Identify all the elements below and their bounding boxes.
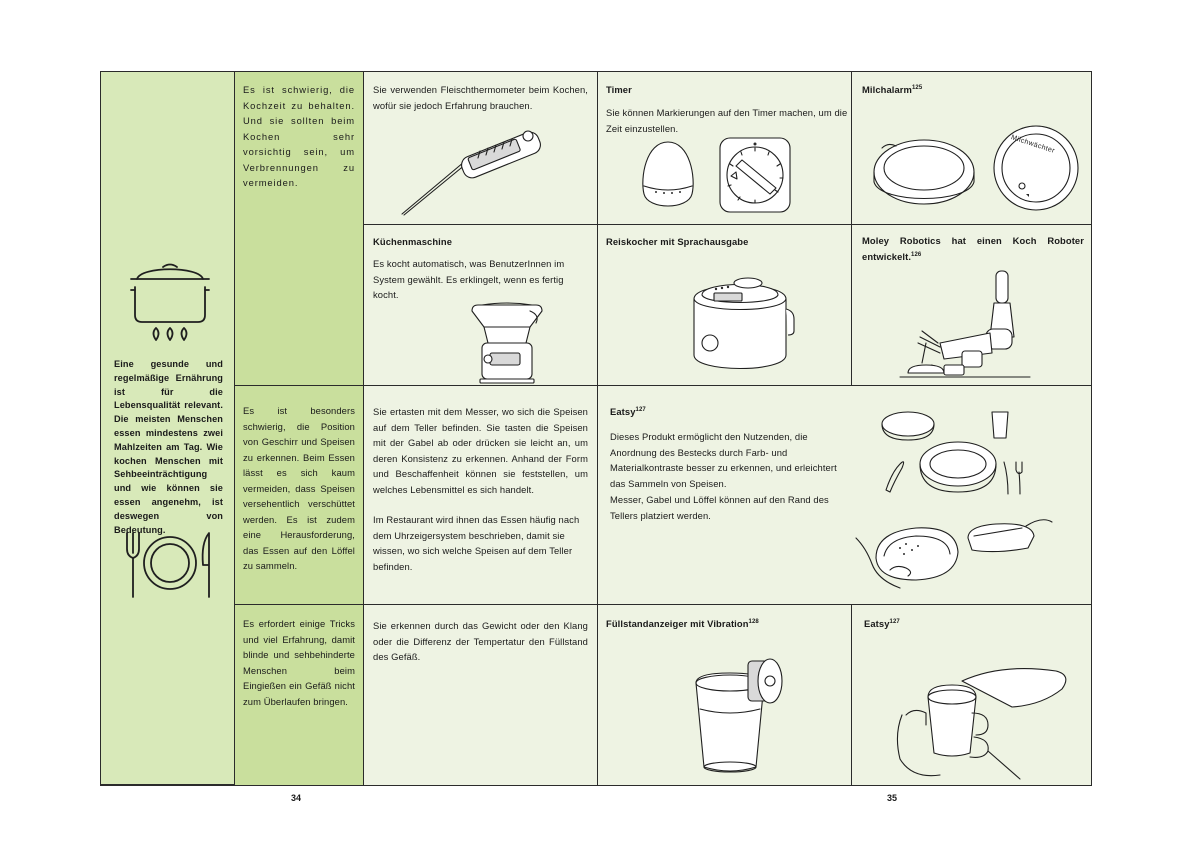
eatsy-cup-cell: [852, 605, 1091, 785]
eatsy-plate-text-1: Dieses Produkt ermöglicht den Nutzenden, die Anordnung des Bestecks durch Farb- und Materialkontraste besser zu erkennen, und erleichtert das Sammeln von Speisen.: [610, 431, 837, 489]
timer-text: Sie können Markierungen auf den Timer machen, um die Zeit einzustellen.: [606, 107, 848, 134]
kitchen-machine-cell: [364, 225, 598, 386]
level-indicator-title: Füllstandanzeiger mit Vibration$^{128}$: [606, 618, 759, 629]
strategy-cell-3: [364, 605, 598, 785]
moley-robot-cell: [852, 225, 1091, 386]
milchalarm-cell: [852, 72, 1091, 225]
eatsy-plate-cell: [598, 386, 1091, 605]
cooking-pot-icon: [129, 260, 211, 348]
problem-cell-1: [235, 72, 364, 386]
topic-cell: [101, 72, 235, 785]
eatsy-cup-illustration: [892, 655, 1072, 779]
milk-alarm-label: Milchwächter: [1010, 134, 1056, 155]
rice-cooker-title: Reiskocher mit Sprachausgabe: [606, 236, 749, 247]
strategy-cell-2: [364, 386, 598, 605]
eatsy-plate-text-2: Messer, Gabel und Löffel können auf den Rand des Tellers platziert werden.: [610, 494, 829, 521]
milk-alarm-illustration: [872, 122, 1082, 214]
problem-cell-2: [235, 386, 364, 605]
problem-text-1: Es ist schwierig, die Kochzeit zu behalten. Und sie sollten beim Kochen sehr vorsichtig sein, um Verbrennungen zu vermeiden.: [243, 84, 355, 188]
strategy-text-2a: Sie ertasten mit dem Messer, wo sich die Speisen auf dem Teller befinden. Sie tasten die Speisen mit der Gabel ab oder drücken sie leicht an, um deren Konsistenz zu erkennen. Anhand der Form und Beschaffenheit können sie feststellen, um welches Lebensmittel es sich handelt.: [373, 406, 588, 495]
eatsy-hands-illustration: [856, 508, 1056, 600]
level-indicator-illustration: [690, 655, 786, 779]
page-number-right: 35: [887, 793, 898, 803]
milchalarm-title: Milchalarm$^{125}$: [862, 84, 923, 95]
strategy-text-2b: Im Restaurant wird ihnen das Essen häufig nach dem Uhrzeigersystem beschrieben, damit sie wissen, wo sich welche Speisen auf dem Teller befinden.: [373, 514, 580, 572]
strategy-text-3: Sie erkennen durch das Gewicht oder den Klang oder die Differenz der Tempertatur den Füllstand des Gefäß.: [373, 620, 588, 662]
eatsy-plate-title: Eatsy$^{127}$: [610, 406, 646, 417]
page-number-left: 34: [291, 793, 302, 803]
problem-text-2: Es ist besonders schwierig, die Position von Geschirr und Speisen zu erkennen. Beim Essen lässt es sich kaum vermeiden, dass Speisen versehentlich verschüttet werden. Es ist zudem eine Herausforderung, das Essen auf den Löffel zu sammeln.: [243, 405, 355, 571]
plate-cutlery-icon: [121, 529, 219, 599]
problem-text-3: Es erfordert einige Tricks und viel Erfahrung, damit blinde und sehbehinderte Menschen beim Eingießen ein Gefäß nicht zum Überlaufen bringen.: [243, 618, 355, 707]
strategy-text-1: Sie verwenden Fleischthermometer beim Kochen, wofür sie jedoch Erfahrung brauchen.: [373, 84, 588, 111]
timer-cell: [598, 72, 852, 225]
kitchen-machine-illustration: [468, 301, 546, 383]
kitchen-machine-title: Küchenmaschine: [373, 236, 453, 247]
moley-robot-title: Moley Robotics hat einen Koch Roboter entwickelt.$^{126}$: [862, 235, 1084, 262]
topic-text: Eine gesunde und regelmäßige Ernährung ist für die Lebensqualität relevant. Die meisten Menschen essen mindestens zwei Mahlzeiten am Tag. Wie kochen Menschen mit Sehbeeinträchtigung und wie können sie essen angenehm, ist deswegen von Bedeutung.: [114, 359, 223, 535]
problem-cell-3: [235, 605, 364, 785]
rice-cooker-illustration: [688, 269, 798, 381]
strategy-cell-1: [364, 72, 598, 225]
eatsy-tableware-illustration: [868, 406, 1038, 502]
kitchen-machine-text: Es kocht automatisch, was BenutzerInnen im System gewählt. Es erklingelt, wenn es fertig kocht.: [373, 258, 565, 300]
timer-title: Timer: [606, 84, 632, 95]
meat-thermometer-illustration: [402, 118, 552, 218]
level-indicator-cell: [598, 605, 852, 785]
eatsy-cup-title: Eatsy$^{127}$: [864, 618, 900, 629]
robot-arm-illustration: [900, 267, 1030, 379]
timer-illustration: [638, 136, 798, 216]
comparison-table: [100, 71, 1092, 786]
rice-cooker-cell: [598, 225, 852, 386]
